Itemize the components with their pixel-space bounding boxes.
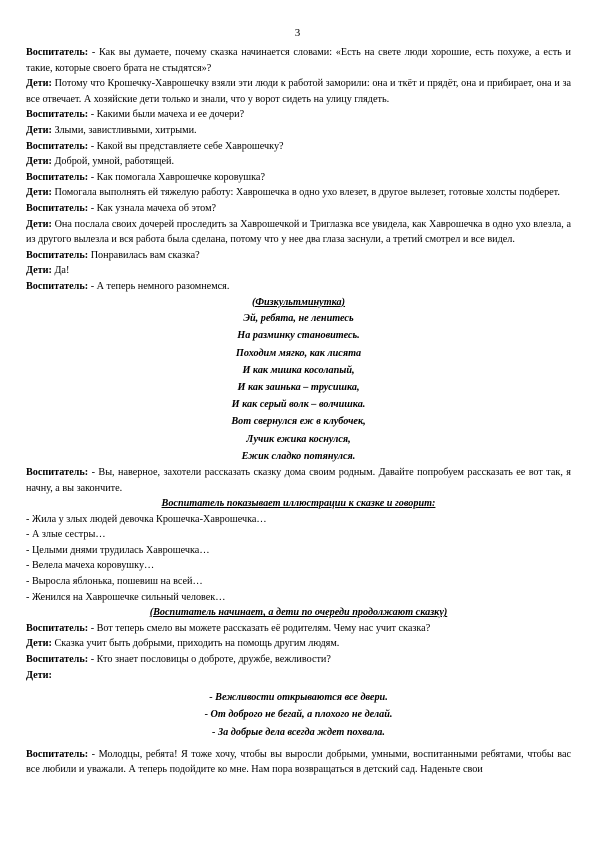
speaker-children: Дети:: [26, 78, 52, 90]
story-phrase: - Женился на Хаврошечке сильный человек…: [26, 591, 226, 603]
speaker-teacher: Воспитатель:: [26, 466, 89, 478]
poem-line: Походим мягко, как лисята: [235, 347, 362, 359]
speaker-children: Дети:: [26, 187, 52, 199]
dialogue-line: [26, 170, 571, 186]
speaker-children: Дети:: [26, 669, 52, 681]
dialogue-line: [26, 185, 571, 201]
dialogue-block-4: [26, 747, 571, 778]
dialogue-text: - Какими были мачеха и ее дочери?: [88, 109, 245, 121]
poem-line: На разминку становитесь.: [237, 330, 360, 342]
dialogue-text: - Какой вы представляете себе Хаврошечку?: [88, 140, 284, 152]
speaker-children: Дети:: [26, 124, 52, 136]
speaker-teacher: Воспитатель:: [26, 280, 89, 292]
speaker-teacher: Воспитатель:: [26, 249, 89, 261]
dialogue-text: Потому что Крошечку-Хаврошечку взяли эти люди к работой заморили: она и ткёт и прядёт, она и прибирает, она и за все отвечает. А хозяйские дети только и знали, что у ворот сидеть на улицу глядеть.: [26, 78, 571, 105]
speaker-teacher: Воспитатель:: [26, 202, 89, 214]
dialogue-line: [26, 621, 571, 637]
dialogue-line: [26, 248, 571, 264]
fizkultminutka-title: (Физкультминутка): [251, 296, 346, 308]
dialogue-text: Злыми, завистливыми, хитрыми.: [51, 124, 197, 136]
poem-line: Вот свернулся еж в клубочек,: [231, 416, 366, 428]
dialogue-line: [26, 652, 571, 668]
story-phrase: - Велела мачеха коровушку…: [26, 560, 155, 572]
dialogue-text: Да!: [51, 265, 70, 277]
story-phrase: - Жила у злых людей девочка Крошечка-Хаврошечка…: [26, 513, 267, 525]
dialogue-line: [26, 217, 571, 248]
dialogue-text: Доброй, умной, работящей.: [51, 156, 175, 168]
dialogue-line: [26, 465, 571, 496]
dialogue-text: Сказка учит быть добрыми, приходить на помощь другим людям.: [51, 638, 340, 650]
dialogue-line: [26, 45, 571, 76]
exercise-poem: [26, 310, 571, 465]
speaker-children: Дети:: [26, 156, 52, 168]
dialogue-line: [26, 279, 571, 295]
illustrations-note: Воспитатель показывает иллюстрации к сказке и говорит:: [161, 498, 436, 510]
speaker-teacher: Воспитатель:: [26, 171, 89, 183]
speaker-children: Дети:: [26, 265, 52, 277]
poem-line: Лучик ежика коснулся,: [246, 433, 351, 445]
dialogue-block-2: [26, 465, 571, 496]
dialogue-block-3: [26, 621, 571, 683]
dialogue-text: - Как узнала мачеха об этом?: [88, 202, 217, 214]
dialogue-line: [26, 636, 571, 652]
poem-line: Ежик сладко потянулся.: [241, 450, 356, 462]
page-number: 3: [294, 27, 301, 39]
dialogue-line: [26, 76, 571, 107]
dialogue-text: Помогала выполнять ей тяжелую работу: Хаврошечка в одно ухо влезет, в другое вылезет, готовые холсты подберет.: [51, 187, 560, 199]
story-phrase: - Выросла яблонька, пошевиш на всей…: [26, 576, 203, 588]
speaker-children: Дети:: [26, 218, 52, 230]
dialogue-line: [26, 263, 571, 279]
speaker-teacher: Воспитатель:: [26, 622, 89, 634]
dialogue-block-1: [26, 45, 571, 295]
speaker-children: Дети:: [26, 638, 52, 650]
proverbs-list: [26, 689, 571, 741]
dialogue-line: [26, 139, 571, 155]
poem-line: И как серый волк – волчишка.: [231, 399, 366, 411]
proverb-line: - Вежливости открываются все двери.: [209, 692, 388, 704]
page-content: [26, 45, 571, 778]
poem-line: Эй, ребята, не ленитесь: [243, 313, 354, 325]
dialogue-line: [26, 747, 571, 778]
poem-line: И как мишка косолапый,: [242, 364, 355, 376]
speaker-teacher: Воспитатель:: [26, 140, 89, 152]
proverb-line: - За добрые дела всегда ждет похвала.: [212, 726, 385, 738]
story-phrases-list: [26, 512, 571, 606]
dialogue-line: [26, 201, 571, 217]
speaker-teacher: Воспитатель:: [26, 654, 89, 666]
dialogue-text: Она послала своих дочерей проследить за Хаврошечкой и Триглазка все увидела, как Хаврошечка в одно ухо влезла, а из другого вылезла и вся работа была сделана, потому что у нее два глаза заснули, а третий смотрел и все видел.: [26, 218, 571, 246]
story-phrase: - А злые сестры…: [26, 529, 106, 541]
dialogue-text: Понравилась вам сказка?: [88, 249, 200, 261]
speaker-teacher: Воспитатель:: [26, 109, 89, 121]
poem-line: И как заинька – трусишка,: [237, 381, 360, 393]
dialogue-text: - А теперь немного разомнемся.: [88, 280, 230, 292]
dialogue-line: [26, 668, 571, 684]
dialogue-line: [26, 107, 571, 123]
dialogue-text: - Молодцы, ребята! Я тоже хочу, чтобы вы выросли добрыми, умными, воспитанными ребятами, чтобы вас все любили и уважали. А теперь подойдите ко мне. Нам пора возвращаться в детский сад. Наденьте свои: [26, 748, 571, 776]
story-phrase: - Целыми днями трудилась Хаврошечка…: [26, 544, 210, 556]
speaker-teacher: Воспитатель:: [26, 47, 89, 58]
dialogue-text: - Вы, наверное, захотели рассказать сказку дома своим родным. Давайте попробуем рассказать ее вот так, я начну, а вы закончите.: [26, 466, 571, 494]
dialogue-text: - Вот теперь смело вы можете рассказать её родителям. Чему нас учит сказка?: [88, 622, 431, 634]
continue-note: (Воспитатель начинает, а дети по очереди продолжают сказку): [149, 607, 448, 619]
proverb-line: - От доброго не бегай, а плохого не делай.: [204, 709, 393, 721]
dialogue-text: - Как вы думаете, почему сказка начинается словами: «Есть на свете люди хорошие, есть похуже, а есть и такие, которые своего брата не стыдятся»?: [26, 47, 571, 74]
dialogue-text: - Как помогала Хаврошечке коровушка?: [88, 171, 265, 183]
speaker-teacher: Воспитатель:: [26, 748, 89, 760]
dialogue-line: [26, 123, 571, 139]
dialogue-line: [26, 154, 571, 170]
dialogue-text: - Кто знает пословицы о доброте, дружбе, вежливости?: [88, 654, 331, 666]
